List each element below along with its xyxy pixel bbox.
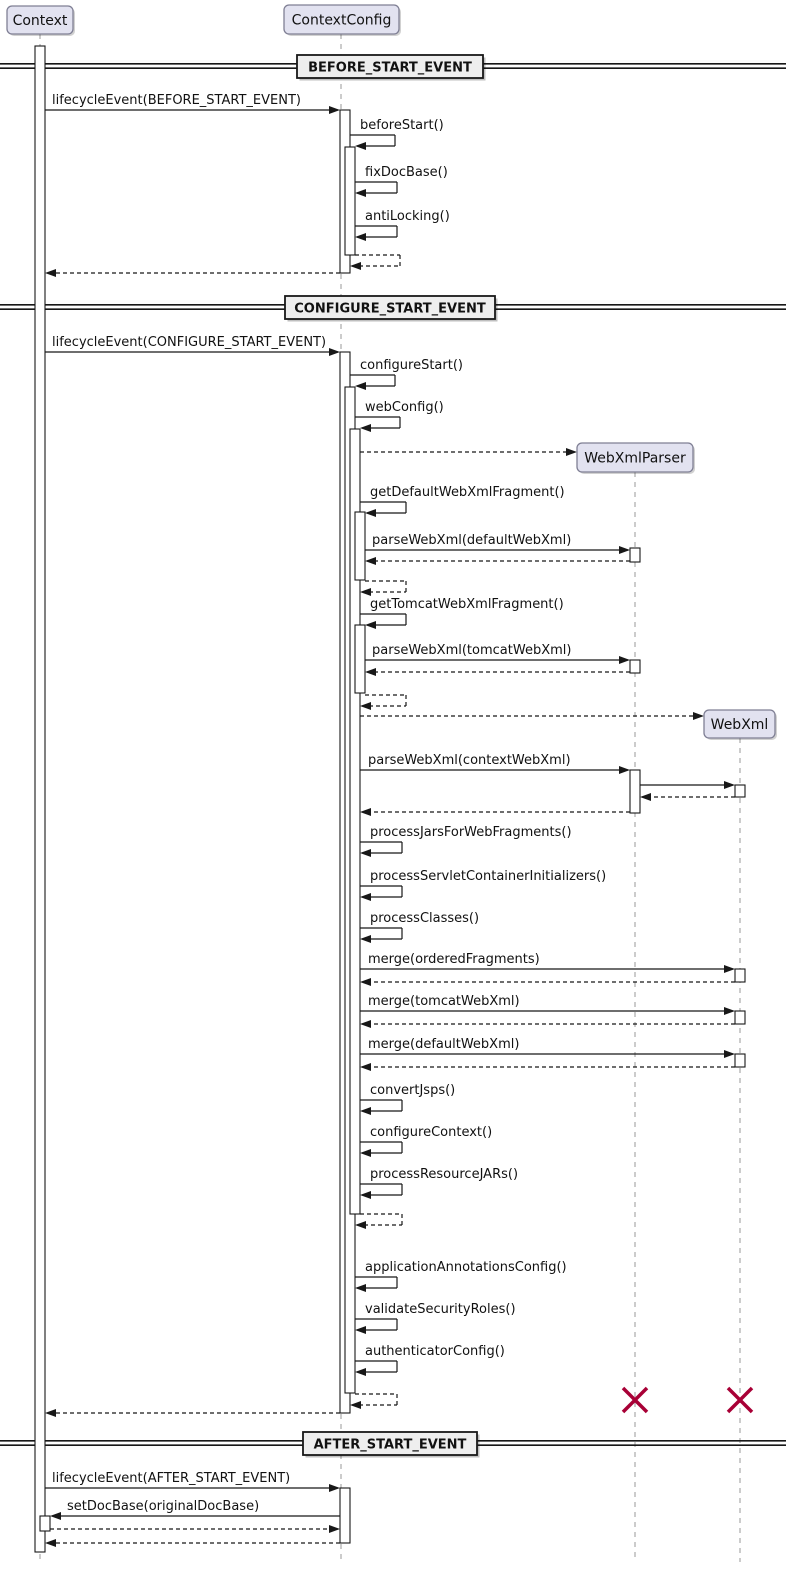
- message-label: convertJsps(): [370, 1083, 456, 1098]
- activation-bar: [630, 548, 640, 562]
- message-label: lifecycleEvent(AFTER_START_EVENT): [52, 1471, 291, 1486]
- message-label: processResourceJARs(): [370, 1167, 519, 1182]
- message-label: parseWebXml(tomcatWebXml): [372, 643, 572, 658]
- message-label: lifecycleEvent(BEFORE_START_EVENT): [52, 93, 301, 108]
- message-label: configureContext(): [370, 1125, 493, 1140]
- activation-bar: [345, 147, 355, 255]
- message-label: setDocBase(originalDocBase): [67, 1499, 260, 1514]
- divider-label: CONFIGURE_START_EVENT: [294, 301, 486, 317]
- divider-label: AFTER_START_EVENT: [313, 1437, 467, 1453]
- activation-bar: [735, 969, 745, 982]
- message-label: fixDocBase(): [365, 165, 448, 180]
- participant-label-context: Context: [12, 13, 68, 29]
- activation-bar: [735, 785, 745, 797]
- message-label: authenticatorConfig(): [365, 1344, 505, 1359]
- message-label: webConfig(): [365, 400, 444, 415]
- message-label: lifecycleEvent(CONFIGURE_START_EVENT): [52, 335, 327, 350]
- activation-bar: [630, 770, 640, 813]
- message-label: beforeStart(): [360, 118, 444, 133]
- message-label: parseWebXml(contextWebXml): [368, 753, 571, 768]
- message-label: parseWebXml(defaultWebXml): [372, 533, 572, 548]
- message-label: configureStart(): [360, 358, 463, 373]
- message-label: processJarsForWebFragments(): [370, 825, 572, 840]
- participant-label-webxmlparser: WebXmlParser: [584, 450, 686, 467]
- message-label: merge(tomcatWebXml): [368, 994, 520, 1009]
- message-label: getDefaultWebXmlFragment(): [370, 485, 565, 500]
- activation-bar: [630, 660, 640, 673]
- message-label: antiLocking(): [365, 209, 450, 224]
- participant-label-contextconfig: ContextConfig: [291, 12, 392, 29]
- activation-bar: [35, 46, 45, 1552]
- message-label: processClasses(): [370, 911, 480, 926]
- message-label: merge(orderedFragments): [368, 952, 540, 967]
- message-label: applicationAnnotationsConfig(): [365, 1260, 567, 1275]
- participant-label-webxml: WebXml: [710, 717, 769, 733]
- activation-bar: [735, 1054, 745, 1067]
- activation-bar: [355, 625, 365, 693]
- message-label: processServletContainerInitializers(): [370, 869, 607, 884]
- activation-bar: [735, 1011, 745, 1024]
- message-label: getTomcatWebXmlFragment(): [370, 597, 564, 612]
- message-label: merge(defaultWebXml): [368, 1037, 520, 1052]
- activation-bar: [40, 1516, 50, 1531]
- activation-bar: [340, 1488, 350, 1543]
- message-label: validateSecurityRoles(): [365, 1302, 516, 1317]
- activation-bar: [355, 512, 365, 580]
- divider-label: BEFORE_START_EVENT: [308, 60, 472, 76]
